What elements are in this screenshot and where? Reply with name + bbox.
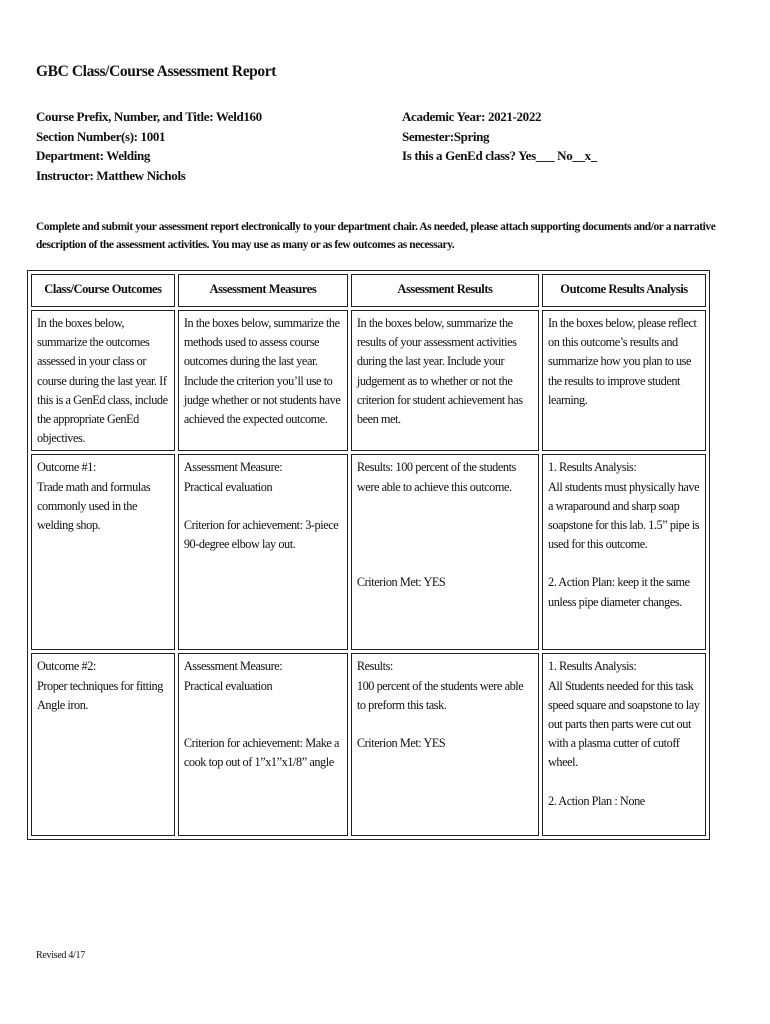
- table-row: [31, 454, 706, 650]
- action-plan: 2. Action Plan : None: [548, 793, 645, 808]
- analysis-label: 1. Results Analysis:: [548, 460, 637, 475]
- intro-results: In the boxes below, summarize the results of your assessment activities during the last year. Include your judgement as to whether or not the criterion for student achievement has been met.: [351, 310, 539, 451]
- results-text: 100 percent of the students were able to preform this task.: [356, 678, 524, 712]
- criterion-met: Criterion Met: YES: [356, 736, 446, 751]
- results-label: Results:: [356, 659, 393, 674]
- outcome-text: Trade math and formulas commonly used in the welding shop.: [37, 479, 151, 533]
- assessment-table: [27, 270, 710, 840]
- outcome-label: Outcome #2:: [37, 659, 96, 674]
- measure-label: Assessment Measure:: [183, 659, 283, 674]
- revision-note: Revised 4/17: [36, 950, 85, 961]
- outcome-2-cell: [31, 653, 175, 836]
- table-header-row: [31, 274, 706, 307]
- intro-measures: In the boxes below, summarize the methods used to assess course outcomes during the last year. Include the criterion you’ll use to judge whether or not students have achieved the expected outcome.: [178, 310, 348, 451]
- criterion-text: Criterion for achievement: 3-piece 90-degree elbow lay out.: [183, 517, 339, 552]
- analysis-text: All students must physically have a wraparound and sharp soap soapstone for this lab. 1.5” pipe is used for this outcome.: [548, 479, 700, 552]
- measure-text: Practical evaluation: [183, 479, 273, 494]
- department: Department: Welding: [36, 148, 151, 163]
- outcome-label: Outcome #1:: [37, 460, 96, 475]
- gened-question: Is this a GenEd class? Yes___ No__x_: [402, 148, 597, 163]
- action-plan: 2. Action Plan: keep it the same unless pipe diameter changes.: [548, 575, 690, 609]
- header-outcomes: Class/Course Outcomes: [31, 274, 175, 307]
- measure-1-cell: [178, 454, 348, 650]
- header-measures: Assessment Measures: [178, 274, 348, 307]
- measure-label: Assessment Measure:: [183, 460, 283, 475]
- outcome-1-cell: [31, 454, 175, 650]
- table-row: [31, 653, 706, 836]
- table-row: [31, 310, 706, 451]
- instructor: Instructor: Matthew Nichols: [36, 167, 186, 183]
- report-title: GBC Class/Course Assessment Report: [36, 63, 276, 80]
- criterion-met: Criterion Met: YES: [356, 574, 446, 589]
- results-1-cell: [351, 454, 539, 650]
- analysis-1-cell: [542, 454, 706, 650]
- instructions: Complete and submit your assessment report electronically to your department chair. As needed, please attach supporting documents and/or a narrative description of the assessment activities. You may use as many or as few outcomes as necessary.: [36, 221, 716, 251]
- header-results: Assessment Results: [351, 274, 539, 307]
- analysis-label: 1. Results Analysis:: [548, 659, 637, 674]
- measure-text: Practical evaluation: [183, 678, 273, 693]
- term-info: [402, 107, 597, 166]
- criterion-text: Criterion for achievement: Make a cook top out of 1”x1”x1/8” angle: [183, 735, 340, 770]
- analysis-2-cell: [542, 653, 706, 836]
- intro-analysis: In the boxes below, please reflect on this outcome’s results and summarize how you plan to use the results to improve student learning.: [542, 310, 706, 451]
- measure-2-cell: [178, 653, 348, 836]
- course-prefix: Course Prefix, Number, and Title: Weld160: [36, 109, 262, 124]
- section-number: Section Number(s): 1001: [36, 128, 166, 144]
- intro-outcomes: In the boxes below, summarize the outcomes assessed in your class or course during the last year. If this is a GenEd class, include the appropriate GenEd objectives.: [31, 310, 175, 451]
- results-2-cell: [351, 653, 539, 836]
- semester: Semester:Spring: [402, 128, 490, 144]
- course-info: [36, 107, 262, 185]
- analysis-text: All Students needed for this task speed square and soapstone to lay out parts then parts were cut out with a plasma cutter of cutoff wheel.: [548, 678, 700, 770]
- header-analysis: Outcome Results Analysis: [542, 274, 706, 307]
- outcome-text: Proper techniques for fitting Angle iron.: [37, 678, 163, 712]
- academic-year: Academic Year: 2021-2022: [402, 109, 542, 124]
- results-text: Results: 100 percent of the students were able to achieve this outcome.: [356, 460, 516, 494]
